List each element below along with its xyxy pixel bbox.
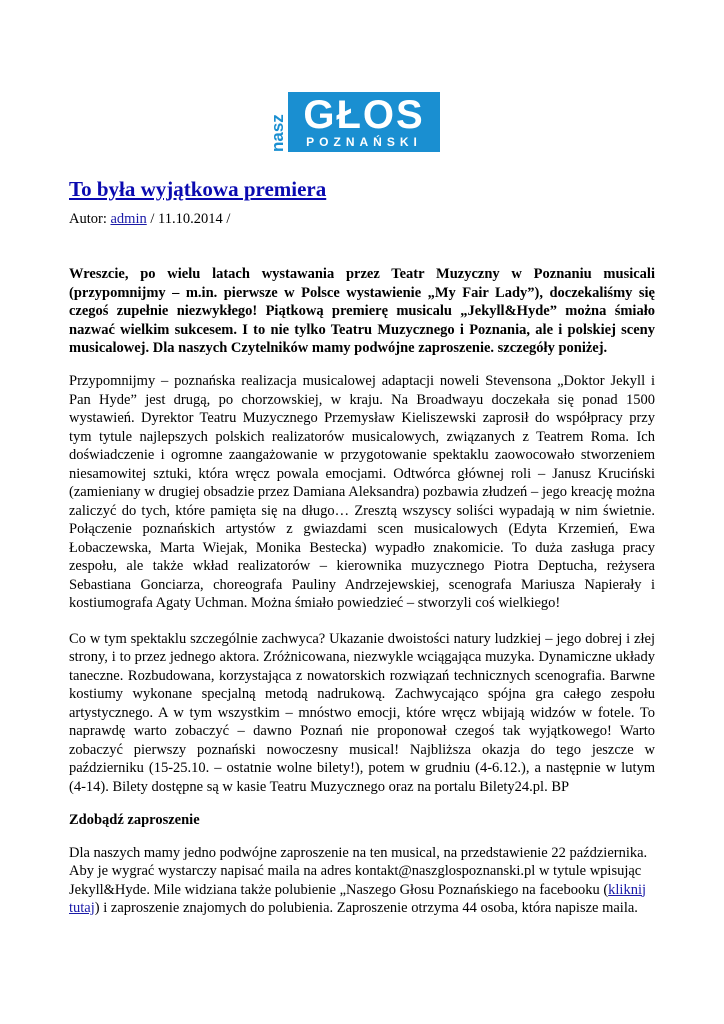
article-title [69, 176, 655, 202]
author-link[interactable]: admin [110, 211, 147, 227]
paragraph-3-text-after: ) i zaproszenie znajomych do polubienia. Zaproszenie otrzyma 44 osoba, która napisze maila. [94, 900, 638, 916]
article-meta [69, 210, 655, 228]
article-paragraph-2: Co w tym spektaklu szczególnie zachwyca? Ukazanie dwoistości natury ludzkiej – jego dobrej i złej strony, i to przez jednego aktora. Zróżnicowana, niezwykle wciągająca muzyka. Dynamiczne układy taneczne. Rozbudowana, korzystająca z nowatorskich rozwiązań technicznych scenografia. Barwne kostiumy wykonane specjalną metodą nadrukową. Zachwycająco spójna gra całego zespołu artystycznego. A w tym wszystkim – mnóstwo emocji, które wręcz wbijają widzów w fotele. To naprawdę warto zobaczyć – dawno Poznań nie proponował czegoś tak wyjątkowego! Warto zobaczyć pierwszy poznański nowoczesny musical! Najbliższa okazja do tego jeszcze w październiku (15-25.10. – ostatnie wolne bilety!), potem w grudniu (4-6.12.), a następnie w lutym (4-14). Bilety dostępne są w kasie Teatru Muzycznego oraz na portalu Bilety24.pl. BP [69, 630, 655, 795]
article-paragraph-1: Przypomnijmy – poznańska realizacja musicalowej adaptacji noweli Stevensona „Doktor Jekyll i Pan Hyde” jest drugą, po chorzowskiej, w kraju. Na Broadwayu doczekała się ponad 1500 wystawień. Dyrektor Teatru Muzycznego Przemysław Kieliszewski zaprosił do współpracy przy tym tytule najlepszych polskich realizatorów musicalowych, związanych z Teatrem Roma. Ich doświadczenie i ogromne zaangażowanie w przygotowanie spektaklu zaowocowało stworzeniem niesamowitej sztuki, która wręcz powala emocjami. Odtwórca głównej roli – Janusz Kruciński (zamieniany w drugiej obsadzie przez Damiana Aleksandra) pozbawia złudzeń – jego kreację można zaliczyć do tych, które pamięta się na długo… Zresztą wszyscy soliści wypadają w nim świetnie. Połączenie poznańskich artystów z gwiazdami scen musicalowych (Edyta Krzemień, Ewa Łobaczewska, Marta Wiejak, Monika Bestecka) wypadło znakomicie. To duża zasługa pracy zespołu, ale także wkład realizatorów – kierownika muzycznego Piotra Deptucha, reżysera Sebastiana Gonciarza, choreografa Pauliny Andrzejewskiej, scenografa Mariusza Napierały i kostiumografa Agaty Uchman. Można śmiało powiedzieć – stworzyli coś wielkiego! [69, 373, 655, 611]
logo-small-word: nasz [268, 114, 287, 152]
article-date: / 11.10.2014 / [146, 211, 231, 227]
article [69, 176, 655, 932]
article-paragraph-3 [69, 844, 655, 918]
facebook-link[interactable]: kliknij tutaj [69, 881, 647, 916]
article-title-link[interactable]: To była wyjątkowa premiera [69, 177, 327, 201]
logo-main-word: GŁOS [303, 93, 425, 137]
logo-sub-word: POZNAŃSKI [306, 135, 422, 149]
paragraph-3-text-before: Dla naszych mamy jedno podwójne zaproszenie na ten musical, na przedstawienie 22 października. Aby je wygrać wystarczy napisać maila na adres kontakt@naszglospoznanski.pl w tytule wpisując Jekyll&Hyde. Mile widziana także polubienie „Naszego Głosu Poznańskiego na facebooku ( [69, 844, 648, 898]
author-prefix: Autor: [69, 211, 111, 227]
article-subheading: Zdobądź zaproszenie [69, 811, 200, 828]
article-lead: Wreszcie, po wielu latach wystawania przez Teatr Muzyczny w Poznaniu musicali (przypomnijmy – m.in. pierwsze w Polsce wystawienie „My Fair Lady”), doczekaliśmy się czegoś zupełnie niezwykłego! Piątkową premierę musicalu „Jekyll&Hyde” można śmiało nazwać wielkim sukcesem. I to nie tylko Teatru Muzycznego i Poznania, ale i polskiej sceny musicalowej. Dla naszych Czytelników mamy podwójne zaproszenie. szczegóły poniżej. [69, 266, 655, 356]
site-logo[interactable] [270, 84, 440, 158]
logo-graphic [270, 84, 440, 158]
